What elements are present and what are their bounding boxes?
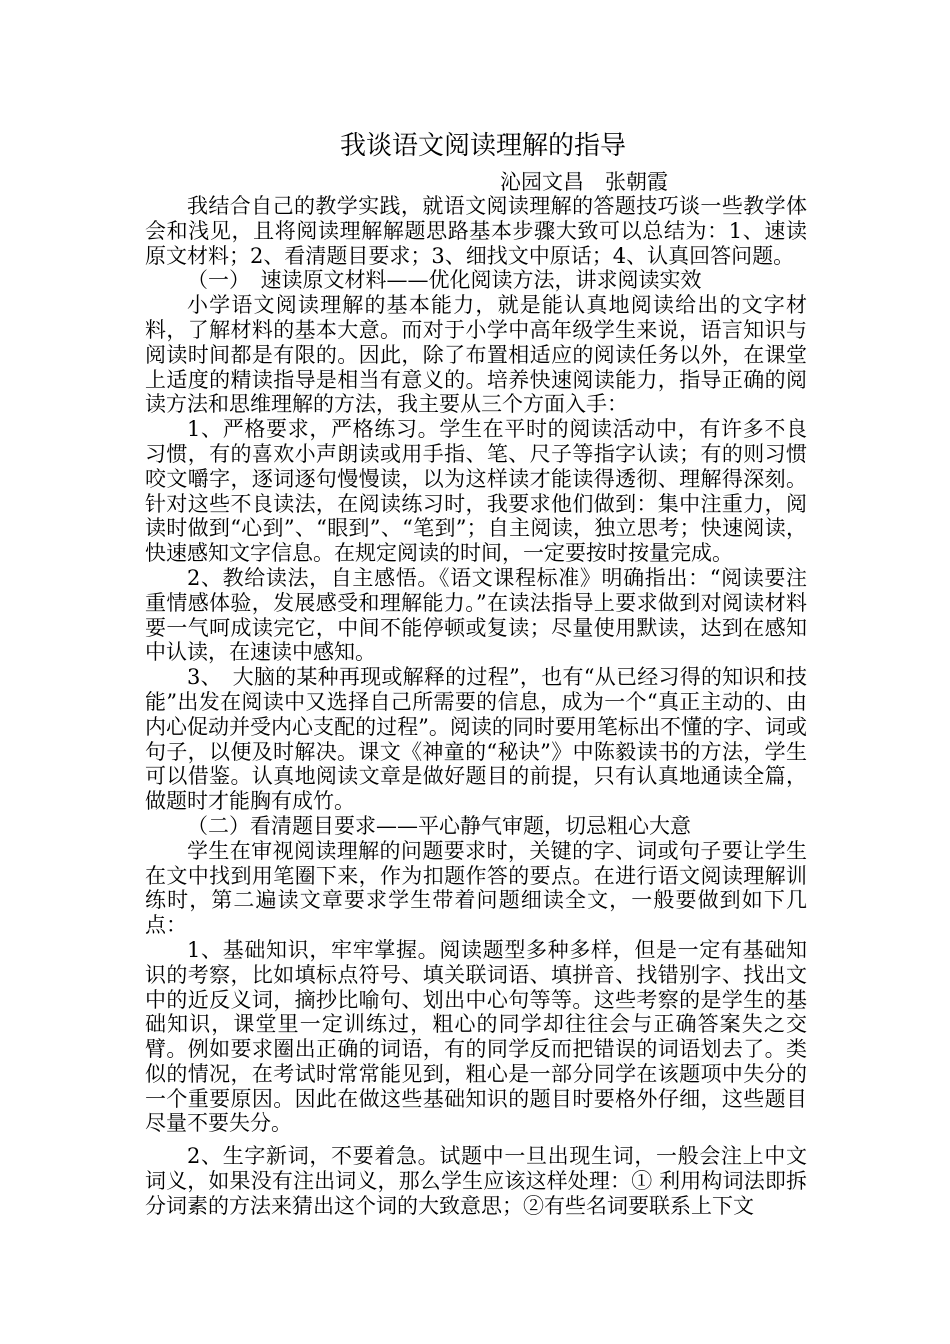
intro-paragraph: 我结合自己的教学实践，就语文阅读理解的答题技巧谈一些教学体会和浅见，且将阅读理解解题思路基本步骤大致可以总结为：1、速读原文材料；2、看清题目要求；3、细找文中原话；4、认真回答问题。 [145,194,807,268]
section-heading-1: （一） 速读原文材料——优化阅读方法，讲求阅读实效 [187,268,702,293]
author-line: 沁园文昌 张朝霞 [500,170,668,194]
body-paragraph: 1、严格要求，严格练习。学生在平时的阅读活动中，有许多不良习惯，有的喜欢小声朗读或用手指、笔、尺子等指字认读；有的则习惯咬文嚼字，逐词逐句慢慢读，以为这样读才能读得透彻、理解得深刻。针对这些不良读法，在阅读练习时，我要求他们做到：集中注重力，阅读时做到“心到”、“眼到”、“笔到”；自主阅读，独立思考；快速阅读，快速感知文字信息。在规定阅读的时间，一定要按时按量完成。 [145,417,807,566]
document-page [145,128,807,1219]
body-paragraph: 2、生字新词，不要着急。试题中一旦出现生词，一般会注上中文词义，如果没有注出词义，那么学生应该这样处理：① 利用构词法即拆分词素的方法来猜出这个词的大致意思；②有些名词要联系上下文 [145,1144,807,1218]
body-paragraph: 2、教给读法，自主感悟。《语文课程标准》明确指出：“阅读要注重情感体验，发展感受和理解能力。”在读法指导上要求做到对阅读材料要一气呵成读完它，中间不能停顿或复读；尽量使用默读，达到在感知中认读，在速读中感知。 [145,565,807,665]
paragraph-gap [145,1136,807,1144]
document-title: 我谈语文阅读理解的指导 [339,131,626,161]
body-paragraph: 1、基础知识，牢牢掌握。阅读题型多种多样，但是一定有基础知识的考察，比如填标点符号、填关联词语、填拼音、找错别字、找出文中的近反义词，摘抄比喻句、划出中心句等等。这些考察的是学生的基础知识，课堂里一定训练过，粗心的同学却往往会与正确答案失之交臂。例如要求圈出正确的词语，有的同学反而把错误的词语划去了。类似的情况，在考试时常常能见到，粗心是一部分同学在该题项中失分的一个重要原因。因此在做这些基础知识的题目时要格外仔细，这些题目尽量不要失分。 [145,937,807,1136]
body-paragraph: 小学语文阅读理解的基本能力，就是能认真地阅读给出的文字材料，了解材料的基本大意。而对于小学中高年级学生来说，语言知识与阅读时间都是有限的。因此，除了布置相适应的阅读任务以外，在课堂上适度的精读指导是相当有意义的。培养快速阅读能力，指导正确的阅读方法和思维理解的方法，我主要从三个方面入手： [145,293,807,417]
section-heading-2: （二）看清题目要求——平心静气审题，切忌粗心大意 [187,813,691,838]
body-paragraph: 学生在审视阅读理解的问题要求时，关键的字、词或句子要让学生在文中找到用笔圈下来，作为扣题作答的要点。在进行语文阅读理解训练时，第二遍读文章要求学生带着问题细读全文，一般要做到如下几点： [145,838,807,938]
body-paragraph: 3、 大脑的某种再现或解释的过程”，也有“从已经习得的知识和技能”出发在阅读中又选择自己所需要的信息，成为一个“真正主动的、由内心促动并受内心支配的过程”。阅读的同时要用笔标出不懂的字、词或句子，以便及时解决。课文《神童的“秘诀”》中陈毅读书的方法，学生可以借鉴。认真地阅读文章是做好题目的前提，只有认真地通读全篇，做题时才能胸有成竹。 [145,665,807,814]
